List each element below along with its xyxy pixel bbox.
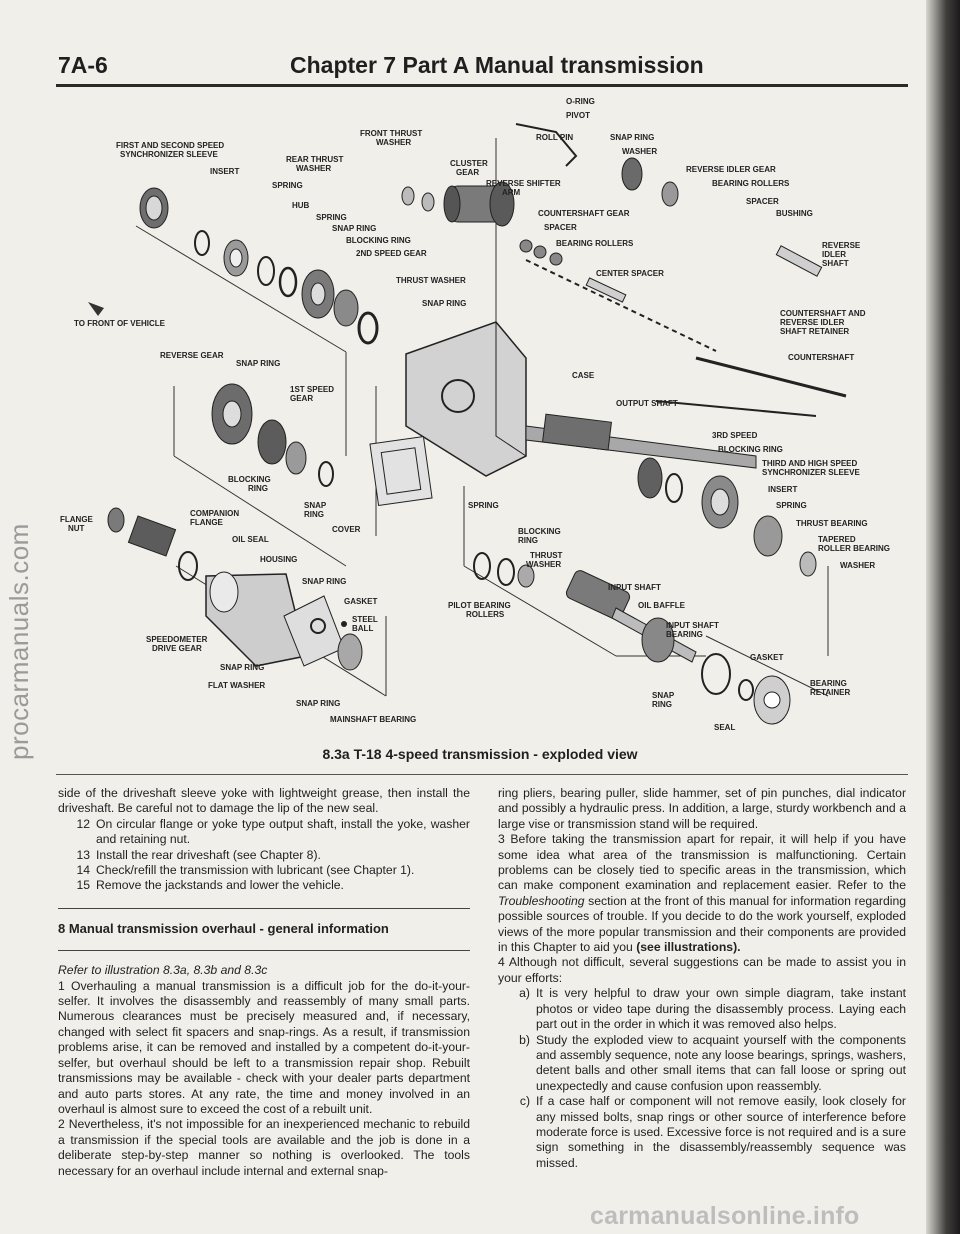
svg-text:THRUST: THRUST [530,551,563,560]
svg-text:FRONT THRUST: FRONT THRUST [360,129,423,138]
suggestion-c: c) If a case half or component will not remove easily, look closely for any missed bolts, snap rings or other source of interference before moderate force is used. Excessive force is not required and is a sure sign something in the disassembly/reassembly sequence was missed. [519,1094,906,1170]
svg-text:SNAP RING: SNAP RING [610,133,655,142]
exploded-view-figure [56,96,908,736]
svg-text:REVERSE: REVERSE [822,241,861,250]
svg-text:BLOCKING: BLOCKING [228,475,271,484]
svg-text:THIRD AND HIGH SPEED: THIRD AND HIGH SPEED [762,459,858,468]
svg-text:COVER: COVER [332,525,361,534]
section-heading: 8 Manual transmission overhaul - general information [58,920,389,936]
svg-text:IDLER: IDLER [822,250,846,259]
svg-text:COUNTERSHAFT: COUNTERSHAFT [788,353,855,362]
svg-text:BEARING ROLLERS: BEARING ROLLERS [556,239,634,248]
figure-caption: 8.3a T-18 4-speed transmission - exploded view [322,746,638,762]
svg-text:OUTPUT SHAFT: OUTPUT SHAFT [616,399,678,408]
svg-text:BLOCKING: BLOCKING [518,527,561,536]
svg-text:SNAP RING: SNAP RING [296,699,341,708]
svg-text:INPUT SHAFT: INPUT SHAFT [608,583,661,592]
svg-text:REVERSE SHIFTER: REVERSE SHIFTER [486,179,561,188]
svg-text:BALL: BALL [352,624,374,633]
svg-text:CLUSTER: CLUSTER [450,159,488,168]
svg-text:SNAP RING: SNAP RING [302,577,347,586]
right-column [498,786,906,1171]
svg-text:SNAP: SNAP [304,501,327,510]
svg-text:REVERSE GEAR: REVERSE GEAR [160,351,224,360]
suggestion-a: a) It is very helpful to draw your own simple diagram, take instant photos or video tape during the disassembly process. Laying each part out in the order in which it was removed also helps. [519,986,906,1032]
svg-text:SNAP RING: SNAP RING [332,224,377,233]
paragraph-3: 3 Before taking the transmission apart for repair, it will help if you have some idea what area of the transmission is malfunctioning. Certain problems can be closely tied to specific areas in the transmission, which can make component examination and replacement easier. Refer to the Troubleshooting section at the front of this manual for information regarding possible sources of trouble. If you decide to do the work yourself, exploded views of the more popular transmission and their components are provided in this Chapter to aid you (see illustrations). [498,832,906,955]
svg-text:SEAL: SEAL [714,723,736,732]
svg-text:ROLL PIN: ROLL PIN [536,133,574,142]
continued-paragraph: side of the driveshaft sleeve yoke with lightweight grease, then install the driveshaft. Be careful not to damage the lip of the new seal. [58,786,470,816]
svg-text:SPRING: SPRING [776,501,807,510]
svg-text:REAR THRUST: REAR THRUST [286,155,344,164]
svg-text:2ND SPEED GEAR: 2ND SPEED GEAR [356,249,427,258]
caption-rule [56,774,908,775]
svg-text:BEARING: BEARING [810,679,847,688]
svg-text:OIL SEAL: OIL SEAL [232,535,269,544]
input-shaft [474,553,790,724]
svg-text:ROLLERS: ROLLERS [466,610,505,619]
svg-text:GEAR: GEAR [456,168,480,177]
svg-text:WASHER: WASHER [296,164,332,173]
transmission-case [370,322,526,505]
svg-text:MAINSHAFT BEARING: MAINSHAFT BEARING [330,715,417,724]
svg-text:INSERT: INSERT [210,167,240,176]
chapter-title: Chapter 7 Part A Manual transmission [290,52,704,78]
section-rule-bottom [58,950,470,951]
svg-text:SNAP RING: SNAP RING [422,299,467,308]
svg-text:TO FRONT OF VEHICLE: TO FRONT OF VEHICLE [74,319,165,328]
svg-text:WASHER: WASHER [376,138,412,147]
svg-text:COUNTERSHAFT GEAR: COUNTERSHAFT GEAR [538,209,630,218]
svg-text:THRUST BEARING: THRUST BEARING [796,519,868,528]
step-15: 15 Remove the jackstands and lower the vehicle. [76,878,344,893]
svg-text:SHAFT RETAINER: SHAFT RETAINER [780,327,850,336]
svg-text:SNAP: SNAP [652,691,675,700]
svg-text:RING: RING [518,536,538,545]
svg-text:SYNCHRONIZER SLEEVE: SYNCHRONIZER SLEEVE [762,468,860,477]
svg-text:BLOCKING RING: BLOCKING RING [346,236,411,245]
paragraph-1: 1 Overhauling a manual transmission is a difficult job for the do-it-your-selfer. It involves the disassembly and reassembly of many small parts. Numerous clearances must be precisely measured and, if necessary, changed with select fit spacers and snap-rings. As a result, if transmission problems arise, it can be removed and installed by a competent do-it-your-selfer, but overhaul should be left to a transmission repair shop. Rebuilt transmissions may be available - check with your dealer parts department and auto parts stores. At any rate, the time and money involved in an overhaul is almost sure to exceed the cost of a rebuilt unit. [58,978,470,1116]
svg-text:SPRING: SPRING [316,213,347,222]
svg-text:RING: RING [248,484,268,493]
svg-text:SPACER: SPACER [746,197,779,206]
svg-text:CASE: CASE [572,371,595,380]
svg-text:RING: RING [304,510,324,519]
svg-text:BEARING ROLLERS: BEARING ROLLERS [712,179,790,188]
svg-text:FLAT WASHER: FLAT WASHER [208,681,266,690]
svg-text:DRIVE GEAR: DRIVE GEAR [152,644,202,653]
svg-text:COUNTERSHAFT AND: COUNTERSHAFT AND [780,309,866,318]
svg-text:TAPERED: TAPERED [818,535,856,544]
svg-text:NUT: NUT [68,524,85,533]
side-watermark: procarmanuals.com [4,523,34,760]
svg-text:HOUSING: HOUSING [260,555,298,564]
svg-text:SHAFT: SHAFT [822,259,849,268]
svg-text:FLANGE: FLANGE [190,518,223,527]
svg-text:SPRING: SPRING [468,501,499,510]
svg-text:GASKET: GASKET [344,597,378,606]
refer-illustrations: Refer to illustration 8.3a, 8.3b and 8.3c [58,963,268,978]
svg-text:BEARING: BEARING [666,630,703,639]
svg-text:SPACER: SPACER [544,223,577,232]
svg-text:RING: RING [652,700,672,709]
page-number: 7A-6 [58,52,108,78]
svg-text:INSERT: INSERT [768,485,798,494]
left-column [58,786,470,1179]
svg-text:FIRST AND SECOND SPEED: FIRST AND SECOND SPEED [116,141,225,150]
svg-text:CENTER SPACER: CENTER SPACER [596,269,664,278]
svg-text:SNAP RING: SNAP RING [236,359,281,368]
svg-text:1ST SPEED: 1ST SPEED [290,385,335,394]
exploded-view-diagram [56,96,908,736]
svg-text:SPRING: SPRING [272,181,303,190]
bottom-watermark: carmanualsonline.info [590,1202,860,1230]
svg-text:THRUST WASHER: THRUST WASHER [396,276,466,285]
svg-text:SYNCHRONIZER SLEEVE: SYNCHRONIZER SLEEVE [120,150,218,159]
svg-text:INPUT SHAFT: INPUT SHAFT [666,621,719,630]
svg-text:RETAINER: RETAINER [810,688,851,697]
svg-text:FLANGE: FLANGE [60,515,93,524]
rear-housing [108,508,362,670]
svg-text:PIVOT: PIVOT [566,111,591,120]
step-13: 13 Install the rear driveshaft (see Chapter 8). [76,847,321,862]
svg-text:ROLLER BEARING: ROLLER BEARING [818,544,890,553]
svg-text:REVERSE IDLER GEAR: REVERSE IDLER GEAR [686,165,776,174]
continued-paragraph-right: ring pliers, bearing puller, slide hammer, set of pin punches, dial indicator and possibly a hydraulic press. In addition, a large, sturdy workbench and a large vise or transmission stand will be required. [498,786,906,831]
section-rule-top [58,908,470,909]
svg-text:PILOT BEARING: PILOT BEARING [448,601,511,610]
svg-text:OIL BAFFLE: OIL BAFFLE [638,601,685,610]
suggestion-b: b) Study the exploded view to acquaint yourself with the components and assembly sequence, note any loose bearings, springs, washers, detent balls and other small items that can fall loose or spring out unexpectedly and cause confusion upon reassembly. [519,1032,906,1093]
front-arrow-icon [88,302,104,316]
svg-text:BUSHING: BUSHING [776,209,813,218]
svg-text:STEEL: STEEL [352,615,378,624]
step-14: 14 Check/refill the transmission with lubricant (see Chapter 1). [76,863,415,878]
svg-text:REVERSE IDLER: REVERSE IDLER [780,318,845,327]
svg-text:COMPANION: COMPANION [190,509,240,518]
paragraph-2: 2 Nevertheless, it's not impossible for an inexperienced mechanic to rebuild a transmission if the special tools are available and the job is done in a deliberate step-by-step manner so nothing is overlooked. The tools necessary for an overhaul include internal and external snap- [58,1117,470,1178]
svg-text:BLOCKING RING: BLOCKING RING [718,445,783,454]
svg-text:WASHER: WASHER [622,147,658,156]
svg-text:3RD SPEED: 3RD SPEED [712,431,758,440]
svg-text:O-RING: O-RING [566,97,595,106]
svg-text:SNAP RING: SNAP RING [220,663,265,672]
header-rule [56,84,908,87]
paragraph-4: 4 Although not difficult, several suggestions can be made to assist you in your efforts: [498,955,906,985]
step-12: 12 On circular flange or yoke type output shaft, install the yoke, washer and retaining nut. [76,816,470,847]
svg-text:HUB: HUB [292,201,310,210]
svg-text:WASHER: WASHER [840,561,876,570]
svg-text:ARM: ARM [502,188,521,197]
svg-text:SPEEDOMETER: SPEEDOMETER [146,635,208,644]
svg-text:WASHER: WASHER [526,560,562,569]
output-shaft [526,401,816,468]
page-header [58,52,906,82]
svg-text:GASKET: GASKET [750,653,784,662]
book-spine-shadow [926,0,960,1234]
svg-text:GEAR: GEAR [290,394,314,403]
mainshaft-assembly [140,188,377,343]
reverse-first-gear [212,384,333,486]
